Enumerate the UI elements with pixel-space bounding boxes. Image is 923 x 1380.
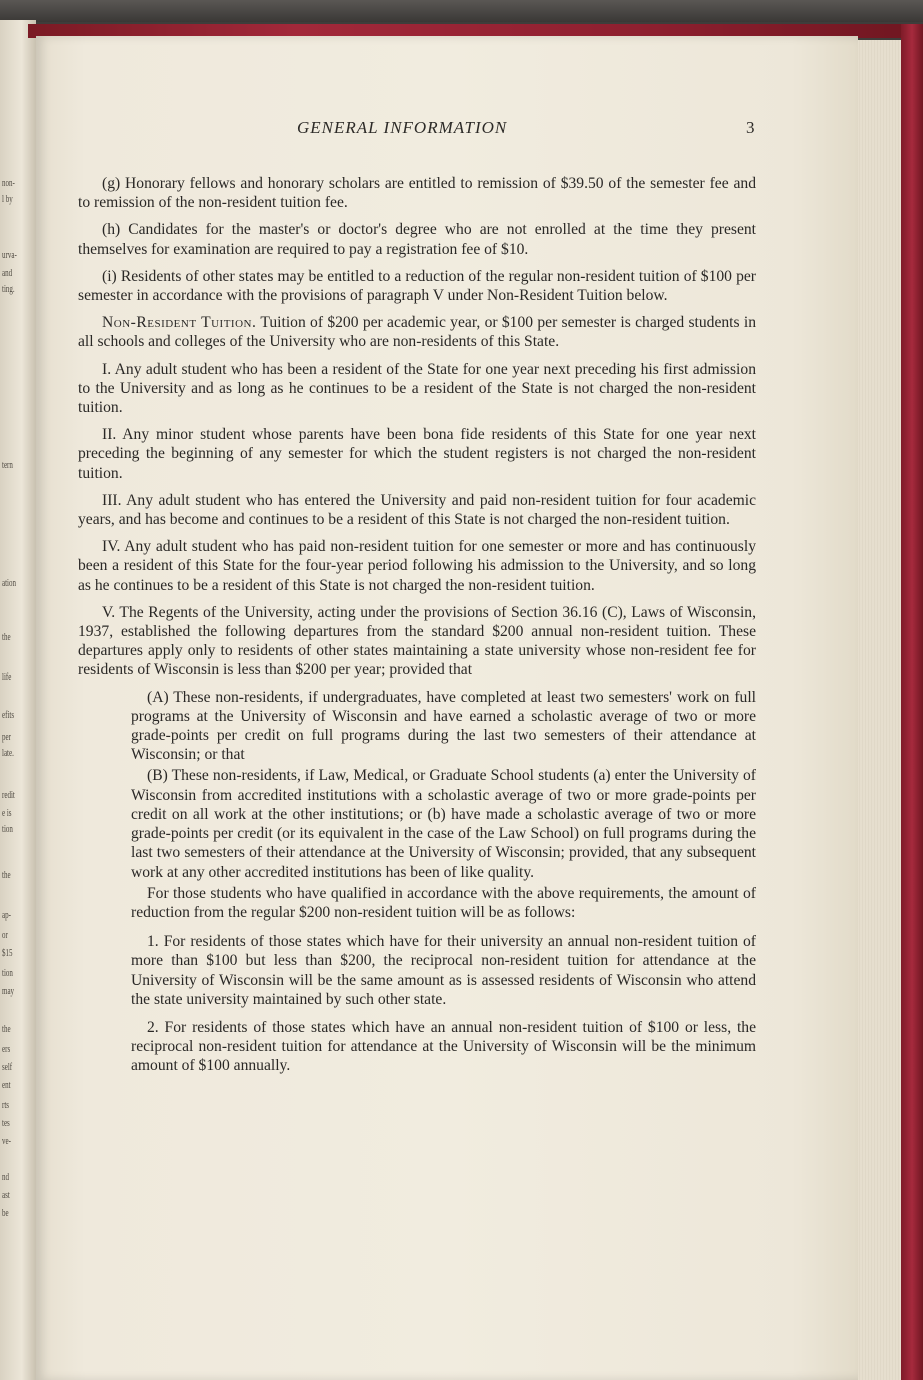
numbered-item-2: 2. For residents of those states which have an annual non-resident tuition of $100 or less, the reciprocal non-resident tuition for attendance at the University of Wisconsin will be the minimum amount of $100 annually.	[131, 1018, 756, 1075]
paragraph-non-resident-tuition	[78, 313, 756, 351]
background-top	[0, 0, 923, 22]
margin-fragment: non-	[2, 178, 15, 189]
margin-fragment: and	[2, 268, 13, 279]
margin-fragment: nd	[2, 1172, 9, 1183]
subparagraph-A: (A) These non-residents, if undergraduates, have completed at least two semesters' work on full programs at the University of Wisconsin and have earned a scholastic average of two or more grade-points per credit on full programs during the last two semesters of their attendance at Wisconsin; or that	[131, 688, 756, 764]
book-cover-right-edge	[901, 24, 923, 1380]
margin-fragment: tes	[2, 1118, 10, 1129]
margin-fragment: ting.	[2, 284, 15, 295]
subparagraph-B: (B) These non-residents, if Law, Medical, or Graduate School students (a) enter the University of Wisconsin from accredited institutions with a scholastic average of two or more grade-points per credit on all work at the other institutions; or (b) have made a scholastic average of two or more grade-points per credit (or its equivalent in the case of the Law School) on full programs during the last two semesters of their attendance at the University of Wisconsin; provided, that any subsequent work at any other accredited institutions has been of like quality.	[131, 767, 756, 881]
margin-fragment: late.	[2, 748, 14, 759]
margin-fragment: may	[2, 986, 15, 997]
margin-fragment: or	[2, 930, 8, 941]
margin-fragment: the	[2, 632, 11, 643]
margin-fragment: ation	[2, 578, 16, 589]
margin-fragment: urva-	[2, 250, 17, 261]
paragraph-IV: IV. Any adult student who has paid non-resident tuition for one semester or more and has continuously been a resident of this State for the four-year period following his admission to the University, and so long as he continues to be a resident of this State is not charged the non-resident tuition.	[78, 538, 756, 594]
running-head: GENERAL INFORMATION	[297, 118, 508, 137]
margin-fragment: the	[2, 1024, 11, 1035]
margin-fragment: ve-	[2, 1136, 11, 1147]
margin-fragment: ent	[2, 1080, 11, 1091]
section-body: Tuition of $200 per academic year, or $100 per semester is charged students in all schools and colleges of the University who are non-residents of this State.	[78, 314, 756, 351]
paragraph-II: II. Any minor student whose parents have been bona fide residents of this State for one year next preceding the beginning of any semester for which the student registers is not charged the non-resident tuition.	[78, 426, 756, 482]
margin-fragment: tern	[2, 460, 13, 471]
margin-fragment: tion	[2, 968, 13, 979]
margin-fragment: $15	[2, 948, 13, 959]
margin-fragment: e is	[2, 808, 12, 819]
margin-fragment: rts	[2, 1100, 9, 1111]
body-text	[78, 174, 756, 1085]
paragraph-III: III. Any adult student who has entered the University and paid non-resident tuition for four academic years, and has become and continues to be a resident of this State is not charged the non-resident tuition.	[78, 491, 756, 529]
margin-fragment: tion	[2, 824, 13, 835]
page-number: 3	[746, 118, 755, 137]
margin-fragment: ers	[2, 1044, 11, 1055]
margin-fragment: per	[2, 732, 11, 743]
page-header	[36, 118, 858, 142]
margin-fragment: l by	[2, 194, 13, 205]
facing-page-edge	[0, 20, 36, 1380]
paragraph-h: (h) Candidates for the master's or doctor's degree who are not enrolled at the time they present themselves for examination are required to pay a registration fee of $10.	[78, 221, 756, 258]
numbered-item-1: 1. For residents of those states which have for their university an annual non-resident tuition of more than $100 but less than $200, the reciprocal non-resident tuition for attendance at the University of Wisconsin will be the same amount as is assessed residents of Wisconsin who attend the state university maintained by such other state.	[131, 933, 756, 1008]
section-heading: Non-Resident Tuition.	[102, 314, 257, 332]
margin-fragment: self	[2, 1062, 13, 1073]
margin-fragment: life	[2, 672, 12, 683]
paragraph-V: V. The Regents of the University, acting under the provisions of Section 36.16 (C), Laws of Wisconsin, 1937, established the following departures from the standard $200 annual non-resident tuition. These departures apply only to residents of other states maintaining a state university whose non-resident fee for residents of Wisconsin is less than $200 per year; provided that	[78, 603, 756, 679]
paragraph-g: (g) Honorary fellows and honorary scholars are entitled to remission of $39.50 of the semester fee and to remission of the non-resident tuition fee.	[78, 175, 756, 212]
margin-fragment: efits	[2, 710, 15, 721]
paragraph-i: (i) Residents of other states may be entitled to a reduction of the regular non-resident tuition of $100 per semester in accordance with the provisions of paragraph V under Non-Resident Tuition below.	[78, 267, 756, 305]
page-stack-edge	[858, 40, 901, 1380]
margin-fragment: the	[2, 870, 11, 881]
margin-fragment: ast	[2, 1190, 10, 1201]
margin-fragment: ap-	[2, 910, 11, 921]
margin-fragment: redit	[2, 790, 15, 801]
paragraph-I: I. Any adult student who has been a resident of the State for one year next preceding his first admission to the University and as long as he continues to be a resident of the State is not charged the non-resident tuition.	[78, 360, 756, 417]
margin-fragment: be	[2, 1208, 9, 1219]
paragraph-for-those-students: For those students who have qualified in accordance with the above requirements, the amount of reduction from the regular $200 non-resident tuition will be as follows:	[131, 884, 756, 921]
